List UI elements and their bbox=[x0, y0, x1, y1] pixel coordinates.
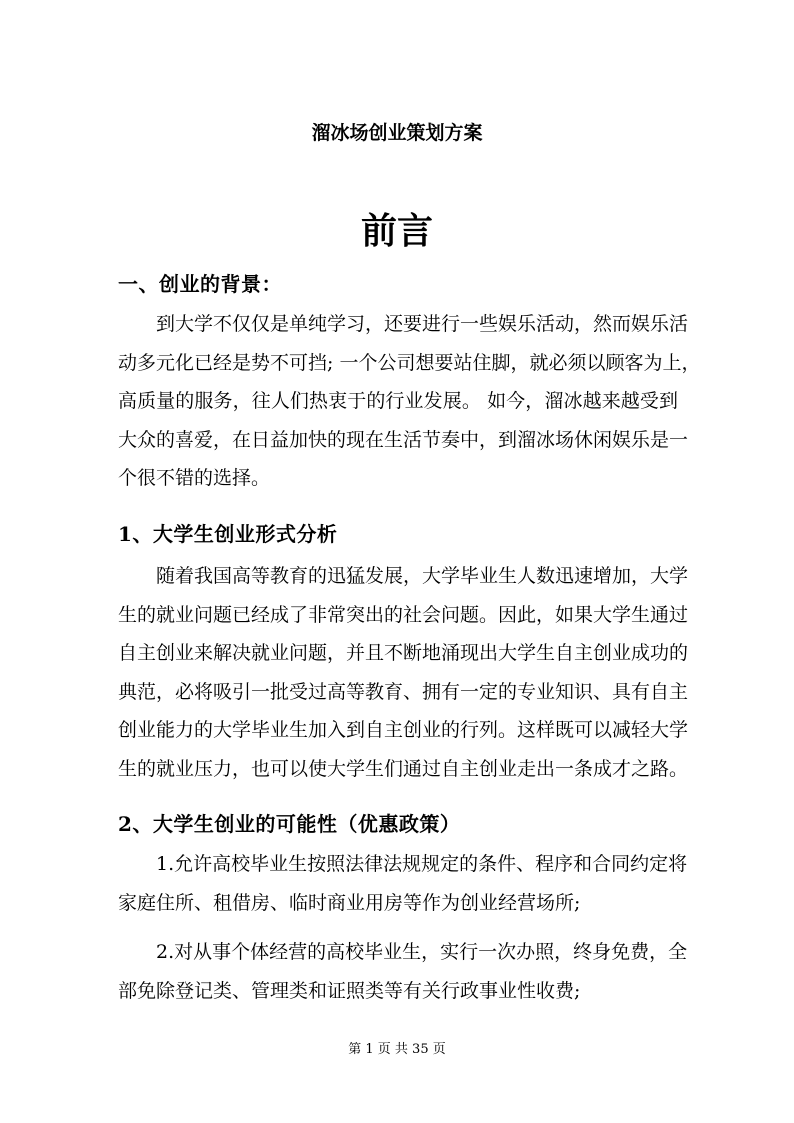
paragraph-line: 个很不错的选择。 bbox=[118, 467, 271, 489]
paragraph-line: 到大学不仅仅是单纯学习，还要进行一些娱乐活动，然而娱乐活 bbox=[156, 313, 689, 335]
paragraph-line: 大众的喜爱，在日益加快的现在生活节奏中，到溜冰场休闲娱乐是一 bbox=[118, 428, 689, 451]
paragraph-background bbox=[118, 305, 701, 498]
paragraph-policy-2 bbox=[118, 933, 688, 1010]
section-heading-analysis: 1、大学生创业形式分析 bbox=[118, 522, 338, 546]
paragraph-line: 动多元化已经是势不可挡; 一个公司想要站住脚，就必须以顾客为上， bbox=[118, 351, 701, 374]
paragraph-line: 家庭住所、租借房、临时商业用房等作为创业经营场所; bbox=[118, 891, 581, 914]
paragraph-line: 随着我国高等教育的迅猛发展，大学毕业生人数迅速增加，大学 bbox=[156, 565, 689, 587]
paragraph-line: 典范，必将吸引一批受过高等教育、拥有一定的专业知识、具有自主 bbox=[118, 680, 689, 703]
preface-heading: 前言 bbox=[360, 210, 433, 252]
paragraph-policy-1 bbox=[118, 845, 688, 922]
paragraph-line: 2.对从事个体经营的高校毕业生，实行一次办照，终身免费，全 bbox=[156, 941, 688, 963]
paragraph-line: 自主创业来解决就业问题，并且不断地涌现出大学生自主创业成功的 bbox=[118, 642, 689, 664]
paragraph-line: 部免除登记类、管理类和证照类等有关行政事业性收费; bbox=[118, 979, 581, 1002]
paragraph-analysis bbox=[118, 557, 689, 788]
section-heading-policies: 2、大学生创业的可能性（优惠政策） bbox=[118, 812, 461, 836]
page-number-footer: 第 1 页 共 35 页 bbox=[348, 1042, 446, 1057]
paragraph-line: 创业能力的大学毕业生加入到自主创业的行列。这样既可以减轻大学 bbox=[118, 719, 689, 741]
paragraph-line: 生的就业问题已经成了非常突出的社会问题。因此，如果大学生通过 bbox=[118, 603, 689, 626]
paragraph-line: 1.允许高校毕业生按照法律法规规定的条件、程序和合同约定将 bbox=[156, 853, 688, 875]
paragraph-line: 生的就业压力，也可以使大学生们通过自主创业走出一条成才之路。 bbox=[118, 757, 689, 780]
document-title: 溜冰场创业策划方案 bbox=[311, 122, 483, 144]
section-heading-background: 一、创业的背景： bbox=[118, 272, 282, 296]
paragraph-line: 高质量的服务，往人们热衷于的行业发展。 如今，溜冰越来越受到 bbox=[118, 390, 678, 412]
